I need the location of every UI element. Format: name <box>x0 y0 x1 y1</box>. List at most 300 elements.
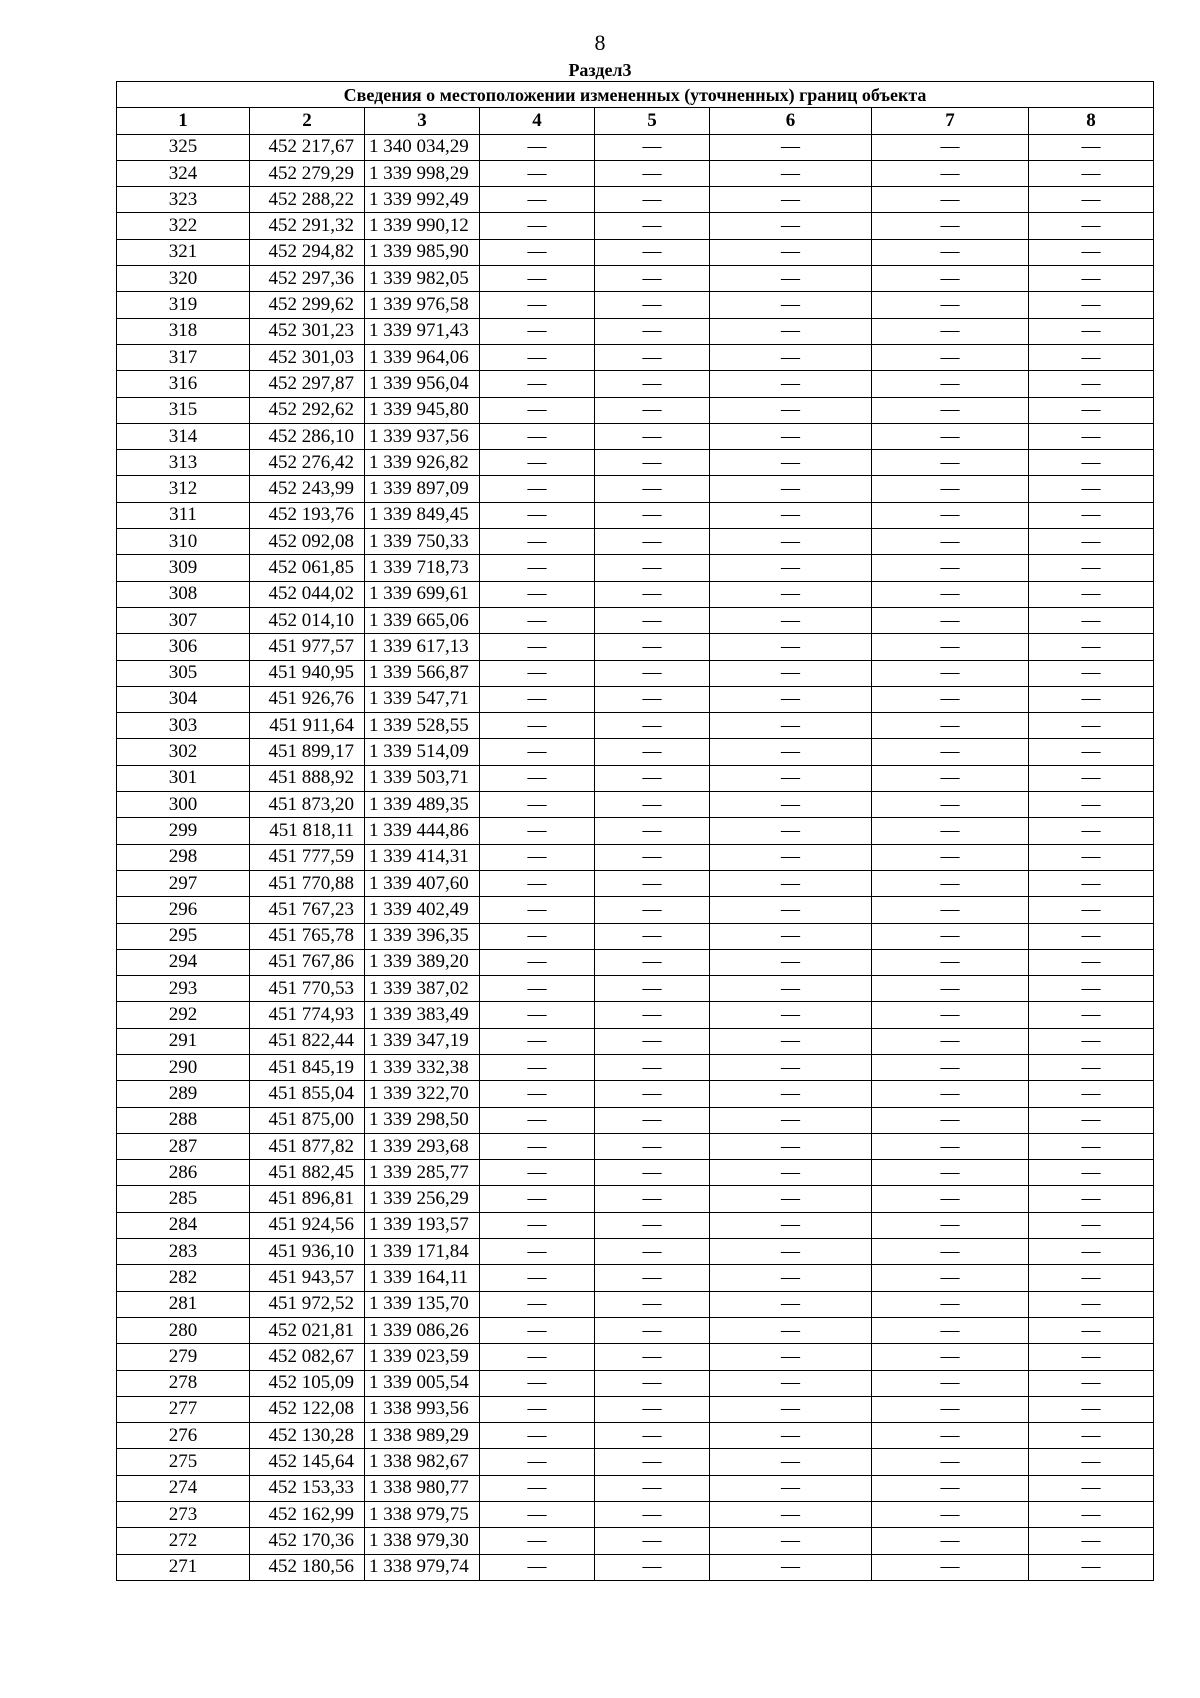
x-coordinate: 452 276,42 <box>250 450 365 476</box>
empty-value-dash: — <box>1029 187 1154 213</box>
table-row <box>117 187 1154 213</box>
empty-value-dash: — <box>710 1212 872 1238</box>
y-coordinate: 1 338 993,56 <box>365 1396 480 1422</box>
empty-value-dash: — <box>710 1054 872 1080</box>
point-number: 319 <box>117 292 250 318</box>
table-row <box>117 292 1154 318</box>
table-row <box>117 1186 1154 1212</box>
x-coordinate: 452 288,22 <box>250 187 365 213</box>
empty-value-dash: — <box>480 423 595 449</box>
x-coordinate: 451 888,92 <box>250 765 365 791</box>
empty-value-dash: — <box>595 1133 710 1159</box>
x-coordinate: 452 130,28 <box>250 1423 365 1449</box>
empty-value-dash: — <box>480 739 595 765</box>
empty-value-dash: — <box>480 1160 595 1186</box>
empty-value-dash: — <box>710 1291 872 1317</box>
empty-value-dash: — <box>872 344 1029 370</box>
empty-value-dash: — <box>872 371 1029 397</box>
y-coordinate: 1 339 897,09 <box>365 476 480 502</box>
empty-value-dash: — <box>480 581 595 607</box>
y-coordinate: 1 339 503,71 <box>365 765 480 791</box>
point-number: 308 <box>117 581 250 607</box>
table-row <box>117 1423 1154 1449</box>
x-coordinate: 452 243,99 <box>250 476 365 502</box>
x-coordinate: 451 855,04 <box>250 1081 365 1107</box>
empty-value-dash: — <box>1029 1160 1154 1186</box>
point-number: 322 <box>117 213 250 239</box>
table-row <box>117 818 1154 844</box>
empty-value-dash: — <box>595 187 710 213</box>
empty-value-dash: — <box>710 844 872 870</box>
x-coordinate: 452 286,10 <box>250 423 365 449</box>
empty-value-dash: — <box>1029 634 1154 660</box>
point-number: 287 <box>117 1133 250 1159</box>
table-row <box>117 502 1154 528</box>
empty-value-dash: — <box>710 818 872 844</box>
empty-value-dash: — <box>872 1212 1029 1238</box>
empty-value-dash: — <box>480 1212 595 1238</box>
column-number: 1 <box>117 108 250 134</box>
table-row <box>117 397 1154 423</box>
empty-value-dash: — <box>480 344 595 370</box>
empty-value-dash: — <box>872 1475 1029 1501</box>
y-coordinate: 1 339 514,09 <box>365 739 480 765</box>
y-coordinate: 1 338 979,75 <box>365 1502 480 1528</box>
empty-value-dash: — <box>872 739 1029 765</box>
empty-value-dash: — <box>595 1212 710 1238</box>
y-coordinate: 1 339 293,68 <box>365 1133 480 1159</box>
empty-value-dash: — <box>480 660 595 686</box>
empty-value-dash: — <box>872 292 1029 318</box>
x-coordinate: 451 770,88 <box>250 870 365 896</box>
y-coordinate: 1 339 256,29 <box>365 1186 480 1212</box>
x-coordinate: 452 193,76 <box>250 502 365 528</box>
y-coordinate: 1 339 699,61 <box>365 581 480 607</box>
empty-value-dash: — <box>1029 976 1154 1002</box>
empty-value-dash: — <box>872 187 1029 213</box>
empty-value-dash: — <box>595 1449 710 1475</box>
point-number: 302 <box>117 739 250 765</box>
table-body <box>117 134 1154 1580</box>
empty-value-dash: — <box>710 213 872 239</box>
empty-value-dash: — <box>872 502 1029 528</box>
point-number: 281 <box>117 1291 250 1317</box>
empty-value-dash: — <box>1029 1370 1154 1396</box>
point-number: 303 <box>117 713 250 739</box>
empty-value-dash: — <box>1029 502 1154 528</box>
empty-value-dash: — <box>1029 134 1154 160</box>
point-number: 288 <box>117 1107 250 1133</box>
point-number: 309 <box>117 555 250 581</box>
table-row <box>117 1502 1154 1528</box>
empty-value-dash: — <box>480 318 595 344</box>
table-row <box>117 660 1154 686</box>
empty-value-dash: — <box>872 1344 1029 1370</box>
point-number: 304 <box>117 686 250 712</box>
x-coordinate: 451 911,64 <box>250 713 365 739</box>
empty-value-dash: — <box>1029 1054 1154 1080</box>
empty-value-dash: — <box>480 1186 595 1212</box>
y-coordinate: 1 339 665,06 <box>365 607 480 633</box>
table-row <box>117 739 1154 765</box>
table-row <box>117 765 1154 791</box>
empty-value-dash: — <box>595 1160 710 1186</box>
column-number: 8 <box>1029 108 1154 134</box>
empty-value-dash: — <box>872 423 1029 449</box>
empty-value-dash: — <box>1029 476 1154 502</box>
y-coordinate: 1 339 750,33 <box>365 529 480 555</box>
empty-value-dash: — <box>710 1265 872 1291</box>
column-number: 3 <box>365 108 480 134</box>
table-row <box>117 581 1154 607</box>
empty-value-dash: — <box>480 397 595 423</box>
empty-value-dash: — <box>710 765 872 791</box>
empty-value-dash: — <box>1029 897 1154 923</box>
x-coordinate: 452 297,87 <box>250 371 365 397</box>
empty-value-dash: — <box>1029 1344 1154 1370</box>
empty-value-dash: — <box>1029 1028 1154 1054</box>
empty-value-dash: — <box>595 792 710 818</box>
point-number: 296 <box>117 897 250 923</box>
empty-value-dash: — <box>480 134 595 160</box>
x-coordinate: 451 845,19 <box>250 1054 365 1080</box>
y-coordinate: 1 339 005,54 <box>365 1370 480 1396</box>
table-row <box>117 686 1154 712</box>
x-coordinate: 452 044,02 <box>250 581 365 607</box>
empty-value-dash: — <box>1029 1133 1154 1159</box>
x-coordinate: 452 217,67 <box>250 134 365 160</box>
empty-value-dash: — <box>710 1317 872 1343</box>
empty-value-dash: — <box>710 344 872 370</box>
empty-value-dash: — <box>872 870 1029 896</box>
point-number: 318 <box>117 318 250 344</box>
empty-value-dash: — <box>710 923 872 949</box>
empty-value-dash: — <box>595 423 710 449</box>
table-row <box>117 1028 1154 1054</box>
y-coordinate: 1 339 849,45 <box>365 502 480 528</box>
empty-value-dash: — <box>480 1133 595 1159</box>
empty-value-dash: — <box>1029 1291 1154 1317</box>
empty-value-dash: — <box>480 1396 595 1422</box>
empty-value-dash: — <box>480 1475 595 1501</box>
x-coordinate: 452 294,82 <box>250 239 365 265</box>
empty-value-dash: — <box>595 266 710 292</box>
empty-value-dash: — <box>595 1081 710 1107</box>
empty-value-dash: — <box>595 1291 710 1317</box>
empty-value-dash: — <box>595 397 710 423</box>
point-number: 275 <box>117 1449 250 1475</box>
empty-value-dash: — <box>1029 213 1154 239</box>
empty-value-dash: — <box>1029 1475 1154 1501</box>
empty-value-dash: — <box>1029 397 1154 423</box>
empty-value-dash: — <box>710 1133 872 1159</box>
y-coordinate: 1 339 976,58 <box>365 292 480 318</box>
empty-value-dash: — <box>595 160 710 186</box>
empty-value-dash: — <box>480 923 595 949</box>
empty-value-dash: — <box>710 1107 872 1133</box>
empty-value-dash: — <box>480 686 595 712</box>
empty-value-dash: — <box>595 897 710 923</box>
point-number: 307 <box>117 607 250 633</box>
table-row <box>117 1054 1154 1080</box>
empty-value-dash: — <box>1029 1107 1154 1133</box>
empty-value-dash: — <box>872 1449 1029 1475</box>
table-row <box>117 844 1154 870</box>
point-number: 312 <box>117 476 250 502</box>
empty-value-dash: — <box>480 1291 595 1317</box>
y-coordinate: 1 339 937,56 <box>365 423 480 449</box>
empty-value-dash: — <box>872 476 1029 502</box>
empty-value-dash: — <box>595 134 710 160</box>
y-coordinate: 1 339 389,20 <box>365 949 480 975</box>
empty-value-dash: — <box>872 1107 1029 1133</box>
empty-value-dash: — <box>1029 713 1154 739</box>
empty-value-dash: — <box>595 1054 710 1080</box>
empty-value-dash: — <box>1029 792 1154 818</box>
empty-value-dash: — <box>480 555 595 581</box>
empty-value-dash: — <box>480 476 595 502</box>
table-row <box>117 160 1154 186</box>
point-number: 301 <box>117 765 250 791</box>
x-coordinate: 451 972,52 <box>250 1291 365 1317</box>
empty-value-dash: — <box>480 1554 595 1580</box>
empty-value-dash: — <box>480 187 595 213</box>
x-coordinate: 451 877,82 <box>250 1133 365 1159</box>
x-coordinate: 452 153,33 <box>250 1475 365 1501</box>
empty-value-dash: — <box>595 1002 710 1028</box>
empty-value-dash: — <box>872 1396 1029 1422</box>
empty-value-dash: — <box>710 266 872 292</box>
empty-value-dash: — <box>1029 949 1154 975</box>
empty-value-dash: — <box>480 1081 595 1107</box>
empty-value-dash: — <box>1029 1317 1154 1343</box>
empty-value-dash: — <box>710 397 872 423</box>
empty-value-dash: — <box>710 502 872 528</box>
empty-value-dash: — <box>480 1002 595 1028</box>
empty-value-dash: — <box>595 923 710 949</box>
empty-value-dash: — <box>595 213 710 239</box>
empty-value-dash: — <box>480 502 595 528</box>
empty-value-dash: — <box>710 1186 872 1212</box>
table-row <box>117 1002 1154 1028</box>
empty-value-dash: — <box>710 739 872 765</box>
empty-value-dash: — <box>710 1528 872 1554</box>
empty-value-dash: — <box>1029 1449 1154 1475</box>
y-coordinate: 1 340 034,29 <box>365 134 480 160</box>
column-number: 5 <box>595 108 710 134</box>
table-row <box>117 371 1154 397</box>
point-number: 283 <box>117 1239 250 1265</box>
empty-value-dash: — <box>595 660 710 686</box>
empty-value-dash: — <box>710 555 872 581</box>
point-number: 274 <box>117 1475 250 1501</box>
empty-value-dash: — <box>872 844 1029 870</box>
y-coordinate: 1 339 407,60 <box>365 870 480 896</box>
column-number: 6 <box>710 108 872 134</box>
y-coordinate: 1 339 322,70 <box>365 1081 480 1107</box>
empty-value-dash: — <box>710 949 872 975</box>
empty-value-dash: — <box>595 1396 710 1422</box>
point-number: 271 <box>117 1554 250 1580</box>
empty-value-dash: — <box>595 1502 710 1528</box>
empty-value-dash: — <box>1029 344 1154 370</box>
empty-value-dash: — <box>872 450 1029 476</box>
empty-value-dash: — <box>872 792 1029 818</box>
empty-value-dash: — <box>710 581 872 607</box>
table-row <box>117 1528 1154 1554</box>
empty-value-dash: — <box>710 1554 872 1580</box>
y-coordinate: 1 339 396,35 <box>365 923 480 949</box>
empty-value-dash: — <box>710 686 872 712</box>
table-row <box>117 1554 1154 1580</box>
point-number: 294 <box>117 949 250 975</box>
empty-value-dash: — <box>480 607 595 633</box>
point-number: 324 <box>117 160 250 186</box>
y-coordinate: 1 339 387,02 <box>365 976 480 1002</box>
empty-value-dash: — <box>1029 739 1154 765</box>
empty-value-dash: — <box>872 949 1029 975</box>
y-coordinate: 1 339 164,11 <box>365 1265 480 1291</box>
y-coordinate: 1 339 489,35 <box>365 792 480 818</box>
empty-value-dash: — <box>595 450 710 476</box>
x-coordinate: 452 082,67 <box>250 1344 365 1370</box>
table-caption: Сведения о местоположении измененных (уточненных) границ объекта <box>117 82 1154 108</box>
y-coordinate: 1 339 547,71 <box>365 686 480 712</box>
empty-value-dash: — <box>480 870 595 896</box>
x-coordinate: 452 292,62 <box>250 397 365 423</box>
table-row <box>117 1396 1154 1422</box>
empty-value-dash: — <box>710 1396 872 1422</box>
empty-value-dash: — <box>1029 765 1154 791</box>
x-coordinate: 451 940,95 <box>250 660 365 686</box>
table-row <box>117 213 1154 239</box>
empty-value-dash: — <box>710 423 872 449</box>
empty-value-dash: — <box>1029 581 1154 607</box>
empty-value-dash: — <box>710 1370 872 1396</box>
empty-value-dash: — <box>710 897 872 923</box>
x-coordinate: 452 170,36 <box>250 1528 365 1554</box>
table-row <box>117 134 1154 160</box>
y-coordinate: 1 339 718,73 <box>365 555 480 581</box>
empty-value-dash: — <box>595 318 710 344</box>
empty-value-dash: — <box>1029 450 1154 476</box>
y-coordinate: 1 339 414,31 <box>365 844 480 870</box>
empty-value-dash: — <box>1029 1212 1154 1238</box>
empty-value-dash: — <box>710 976 872 1002</box>
empty-value-dash: — <box>710 450 872 476</box>
coordinates-table <box>116 81 1154 1581</box>
empty-value-dash: — <box>872 923 1029 949</box>
empty-value-dash: — <box>480 213 595 239</box>
table-row <box>117 949 1154 975</box>
empty-value-dash: — <box>710 1002 872 1028</box>
table-row <box>117 1081 1154 1107</box>
point-number: 273 <box>117 1502 250 1528</box>
x-coordinate: 451 767,86 <box>250 949 365 975</box>
empty-value-dash: — <box>872 1554 1029 1580</box>
empty-value-dash: — <box>595 1239 710 1265</box>
table-row <box>117 423 1154 449</box>
y-coordinate: 1 339 617,13 <box>365 634 480 660</box>
empty-value-dash: — <box>872 897 1029 923</box>
table-row <box>117 792 1154 818</box>
x-coordinate: 451 822,44 <box>250 1028 365 1054</box>
empty-value-dash: — <box>872 1423 1029 1449</box>
y-coordinate: 1 338 989,29 <box>365 1423 480 1449</box>
table-row <box>117 1449 1154 1475</box>
point-number: 316 <box>117 371 250 397</box>
empty-value-dash: — <box>595 818 710 844</box>
empty-value-dash: — <box>595 371 710 397</box>
empty-value-dash: — <box>480 949 595 975</box>
empty-value-dash: — <box>710 607 872 633</box>
table-row <box>117 1160 1154 1186</box>
empty-value-dash: — <box>872 1133 1029 1159</box>
empty-value-dash: — <box>710 1502 872 1528</box>
point-number: 311 <box>117 502 250 528</box>
empty-value-dash: — <box>872 1002 1029 1028</box>
y-coordinate: 1 339 298,50 <box>365 1107 480 1133</box>
table-row <box>117 1212 1154 1238</box>
empty-value-dash: — <box>710 1081 872 1107</box>
empty-value-dash: — <box>595 1317 710 1343</box>
y-coordinate: 1 339 444,86 <box>365 818 480 844</box>
empty-value-dash: — <box>710 476 872 502</box>
empty-value-dash: — <box>480 371 595 397</box>
point-number: 284 <box>117 1212 250 1238</box>
empty-value-dash: — <box>1029 160 1154 186</box>
empty-value-dash: — <box>480 818 595 844</box>
empty-value-dash: — <box>872 634 1029 660</box>
empty-value-dash: — <box>480 450 595 476</box>
table-row <box>117 1291 1154 1317</box>
empty-value-dash: — <box>1029 660 1154 686</box>
x-coordinate: 452 279,29 <box>250 160 365 186</box>
point-number: 276 <box>117 1423 250 1449</box>
x-coordinate: 452 021,81 <box>250 1317 365 1343</box>
empty-value-dash: — <box>480 1265 595 1291</box>
point-number: 317 <box>117 344 250 370</box>
x-coordinate: 452 162,99 <box>250 1502 365 1528</box>
y-coordinate: 1 339 383,49 <box>365 1002 480 1028</box>
y-coordinate: 1 339 171,84 <box>365 1239 480 1265</box>
empty-value-dash: — <box>872 607 1029 633</box>
y-coordinate: 1 339 332,38 <box>365 1054 480 1080</box>
table-row <box>117 1265 1154 1291</box>
y-coordinate: 1 338 979,30 <box>365 1528 480 1554</box>
empty-value-dash: — <box>872 1054 1029 1080</box>
table-row <box>117 634 1154 660</box>
y-coordinate: 1 339 992,49 <box>365 187 480 213</box>
table-row <box>117 923 1154 949</box>
empty-value-dash: — <box>1029 555 1154 581</box>
empty-value-dash: — <box>1029 292 1154 318</box>
empty-value-dash: — <box>872 160 1029 186</box>
point-number: 325 <box>117 134 250 160</box>
empty-value-dash: — <box>480 266 595 292</box>
empty-value-dash: — <box>595 634 710 660</box>
table-row <box>117 870 1154 896</box>
empty-value-dash: — <box>710 134 872 160</box>
empty-value-dash: — <box>1029 818 1154 844</box>
table-row <box>117 1107 1154 1133</box>
empty-value-dash: — <box>595 239 710 265</box>
empty-value-dash: — <box>710 1239 872 1265</box>
empty-value-dash: — <box>710 371 872 397</box>
column-number: 4 <box>480 108 595 134</box>
empty-value-dash: — <box>1029 371 1154 397</box>
point-number: 278 <box>117 1370 250 1396</box>
